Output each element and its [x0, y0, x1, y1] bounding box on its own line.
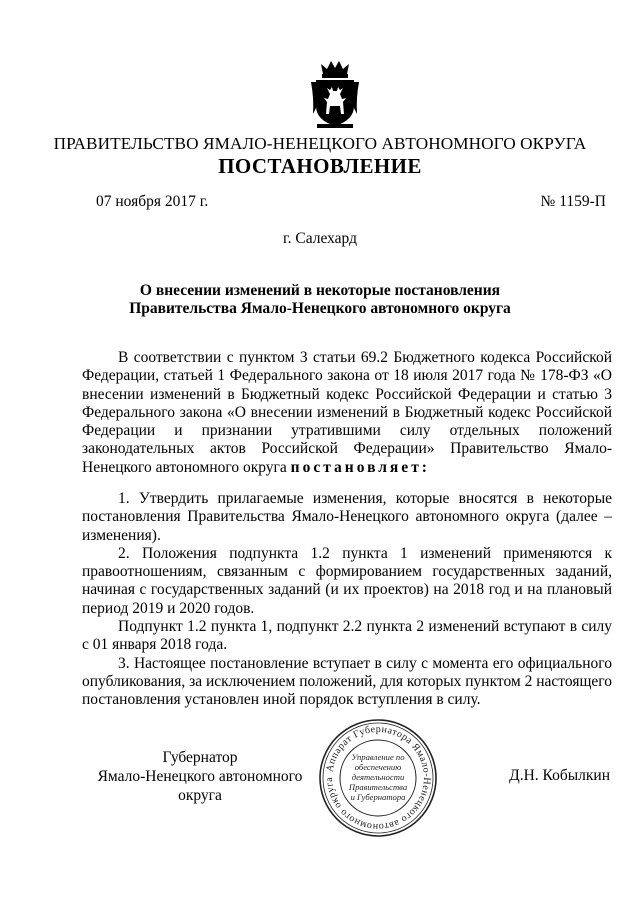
signatory-name: Д.Н. Кобылкин [509, 767, 610, 784]
document-title-line: О внесении изменений в некоторые постановления [139, 282, 501, 299]
seal-center-text: деятельности [351, 772, 405, 782]
resolution-items [82, 490, 612, 710]
document-date: 07 ноября 2017 г. [96, 193, 209, 210]
seal-center-text: и Губернатора [350, 792, 406, 802]
list-item: Подпункт 1.2 пункта 1, подпункт 2.2 пункта 2 изменений вступают в силу с 01 января 2018 года. [82, 618, 612, 654]
seal-center-text: обеспечению [354, 762, 402, 772]
document-title-line: Правительства Ямало-Ненецкого автономного округа [129, 300, 511, 317]
list-item: 1. Утвердить прилагаемые изменения, которые вносятся в некоторые постановления Правительства Ямало-Ненецкого автономного округа (далее – изменения). [82, 490, 612, 544]
document-number: № 1159-П [540, 193, 606, 210]
official-seal [316, 716, 440, 840]
signatory-region: Ямало-Ненецкого автономного округа [97, 768, 303, 804]
signatory-title: Губернатор [162, 749, 238, 766]
document-title [0, 282, 640, 318]
document-type: ПОСТАНОВЛЕНИЕ [218, 154, 422, 178]
list-item: 2. Положения подпункта 1.2 пункта 1 изменений применяются к правоотношениям, связанным с формированием государственных заданий, начиная с государственных заданий (и их проектов) на 2018 год и на плановый период 2019 и 2020 годов. [82, 544, 612, 617]
seal-center-text: Управление по [351, 752, 405, 762]
preamble [82, 349, 612, 477]
seal-ring-text: Аппарат Губернатора Ямало-Ненецкого автономного округа [323, 723, 433, 833]
list-item: 3. Настоящее постановление вступает в силу с момента его официального опубликования, за исключением положений, для которых пунктом 2 настоящего постановления установлен иной порядок вступления в силу. [82, 654, 612, 709]
organization-name: ПРАВИТЕЛЬСТВО ЯМАЛО-НЕНЕЦКОГО АВТОНОМНОГО ОКРУГА [53, 134, 587, 153]
document-city: г. Салехард [283, 230, 357, 247]
seal-center-text: Правительства [348, 782, 408, 792]
coat-of-arms-icon [309, 58, 361, 130]
preamble-text: В соответствии с пунктом 3 статьи 69.2 Бюджетного кодекса Российской Федерации, статьей 1 Федерального закона от 18 июля 2017 года № 178-ФЗ «О внесении изменений в Бюджетный кодекс Российской Федерации и статью 3 Федерального закона «О внесении изменений в Бюджетный кодекс Российской Федерации и признании утратившими силу отдельных положений законодательных актов Российской Федерации» Правительство Ямало-Ненецкого автономного округа [82, 349, 612, 476]
signatory-position [82, 748, 318, 805]
resolves-word: постановляет: [290, 458, 430, 476]
